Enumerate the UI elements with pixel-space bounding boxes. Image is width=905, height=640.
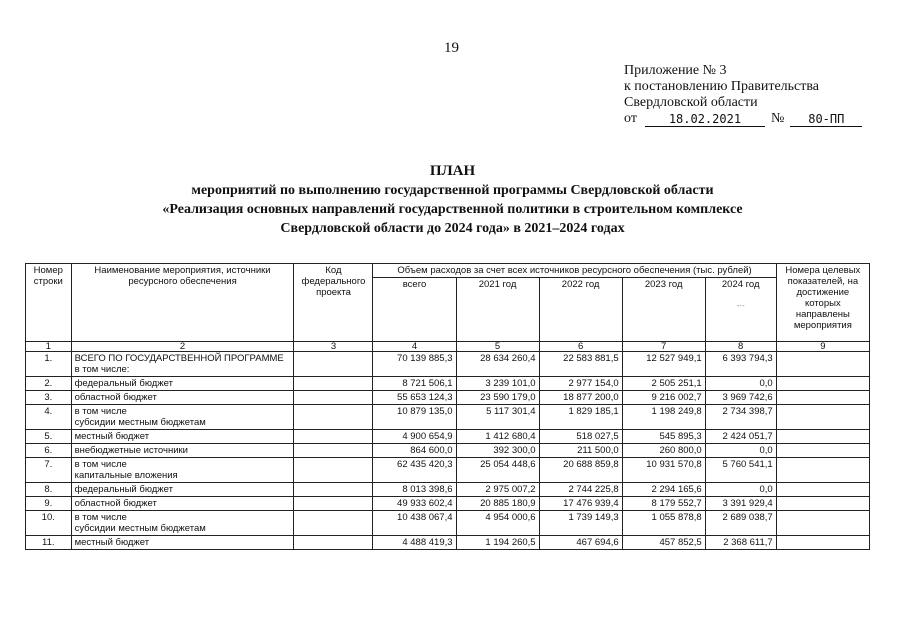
plan-table — [25, 263, 870, 550]
y2022-cell: 518 027,5 — [539, 430, 622, 444]
y2022-cell: 18 877 200,0 — [539, 391, 622, 405]
name-cell — [71, 458, 294, 483]
y2023-cell: 1 055 878,8 — [622, 511, 705, 536]
table-row — [26, 377, 870, 391]
code-cell — [294, 444, 373, 458]
column-number: 5 — [456, 342, 539, 352]
total-cell: 62 435 420,3 — [373, 458, 456, 483]
y2021-cell: 392 300,0 — [456, 444, 539, 458]
y2021-cell: 23 590 179,0 — [456, 391, 539, 405]
activity-name: в том числе — [74, 459, 127, 470]
y2021-cell: 5 117 301,4 — [456, 405, 539, 430]
header-2022: 2022 год — [539, 278, 622, 342]
y2022-cell: 211 500,0 — [539, 444, 622, 458]
total-cell: 55 653 124,3 — [373, 391, 456, 405]
table-row — [26, 536, 870, 550]
row-number-cell: 9. — [26, 497, 72, 511]
y2024-cell: 2 424 051,7 — [705, 430, 776, 444]
name-cell — [71, 391, 294, 405]
y2021-cell: 28 634 260,4 — [456, 352, 539, 377]
header-code: Код федерального проекта — [294, 264, 373, 342]
title-line-2: мероприятий по выполнению государственной программы Свердловской области — [191, 183, 714, 198]
appendix-line-1: Приложение № 3 — [624, 63, 727, 78]
appendix-date-line — [624, 111, 894, 127]
activity-name: внебюджетные источники — [74, 445, 188, 456]
targets-cell — [776, 430, 869, 444]
name-cell — [71, 511, 294, 536]
row-number-cell: 2. — [26, 377, 72, 391]
column-number: 2 — [71, 342, 294, 352]
header-2023: 2023 год — [622, 278, 705, 342]
y2023-cell: 545 895,3 — [622, 430, 705, 444]
column-number: 9 — [776, 342, 869, 352]
activity-name: областной бюджет — [74, 392, 157, 403]
table-row — [26, 391, 870, 405]
activity-subtext: субсидии местным бюджетам — [74, 417, 206, 428]
header-volume: Объем расходов за счет всех источников ресурсного обеспечения (тыс. рублей) — [373, 264, 776, 278]
appendix-block — [624, 63, 894, 127]
total-cell: 4 900 654,9 — [373, 430, 456, 444]
y2021-cell: 3 239 101,0 — [456, 377, 539, 391]
y2022-cell: 22 583 881,5 — [539, 352, 622, 377]
row-number-cell: 8. — [26, 483, 72, 497]
total-cell: 864 600,0 — [373, 444, 456, 458]
y2023-cell: 9 216 002,7 — [622, 391, 705, 405]
y2023-cell: 260 800,0 — [622, 444, 705, 458]
code-cell — [294, 391, 373, 405]
activity-subtext: субсидии местным бюджетам — [74, 523, 206, 534]
column-number: 3 — [294, 342, 373, 352]
y2022-cell: 467 694,6 — [539, 536, 622, 550]
table-row — [26, 405, 870, 430]
total-cell: 8 013 398,6 — [373, 483, 456, 497]
name-cell — [71, 405, 294, 430]
column-number: 6 — [539, 342, 622, 352]
y2022-cell: 1 829 185,1 — [539, 405, 622, 430]
y2022-cell: 17 476 939,4 — [539, 497, 622, 511]
y2024-cell: 0,0 — [705, 483, 776, 497]
row-number-cell: 5. — [26, 430, 72, 444]
y2024-cell: 0,0 — [705, 444, 776, 458]
targets-cell — [776, 483, 869, 497]
header-row-1 — [26, 264, 870, 278]
activity-name: областной бюджет — [74, 498, 157, 509]
code-cell — [294, 497, 373, 511]
table-row — [26, 430, 870, 444]
table-header — [26, 264, 870, 352]
activity-name: местный бюджет — [74, 537, 150, 548]
y2023-cell: 2 294 165,6 — [622, 483, 705, 497]
total-cell: 49 933 602,4 — [373, 497, 456, 511]
y2021-cell: 25 054 448,6 — [456, 458, 539, 483]
row-number-cell: 7. — [26, 458, 72, 483]
total-cell: 70 139 885,3 — [373, 352, 456, 377]
header-row-number: Номер строки — [26, 264, 72, 342]
code-cell — [294, 377, 373, 391]
page-number: 19 — [444, 40, 459, 56]
name-cell — [71, 497, 294, 511]
y2023-cell: 2 505 251,1 — [622, 377, 705, 391]
y2023-cell: 457 852,5 — [622, 536, 705, 550]
row-number-cell: 11. — [26, 536, 72, 550]
table-row — [26, 497, 870, 511]
activity-name: местный бюджет — [74, 431, 150, 442]
y2023-cell: 12 527 949,1 — [622, 352, 705, 377]
table-row — [26, 352, 870, 377]
title-line-1: ПЛАН — [429, 163, 476, 179]
table-row — [26, 511, 870, 536]
total-cell: 4 488 419,3 — [373, 536, 456, 550]
code-cell — [294, 511, 373, 536]
decree-number: 80-ПП — [790, 112, 862, 127]
code-cell — [294, 483, 373, 497]
y2021-cell: 2 975 007,2 — [456, 483, 539, 497]
y2023-cell: 8 179 552,7 — [622, 497, 705, 511]
targets-cell — [776, 497, 869, 511]
code-cell — [294, 536, 373, 550]
row-number-cell: 10. — [26, 511, 72, 536]
y2024-cell: 2 734 398,7 — [705, 405, 776, 430]
name-cell — [71, 444, 294, 458]
y2022-cell: 1 739 149,3 — [539, 511, 622, 536]
header-name: Наименование мероприятия, источники ресурсного обеспечения — [71, 264, 294, 342]
name-cell — [71, 377, 294, 391]
targets-cell — [776, 536, 869, 550]
name-cell — [71, 352, 294, 377]
y2022-cell: 20 688 859,8 — [539, 458, 622, 483]
y2024-cell: 2 368 611,7 — [705, 536, 776, 550]
column-numbers-row — [26, 342, 870, 352]
y2024-cell: 0,0 — [705, 377, 776, 391]
targets-cell — [776, 391, 869, 405]
code-cell — [294, 458, 373, 483]
name-cell — [71, 430, 294, 444]
table-body — [26, 352, 870, 550]
column-number: 4 — [373, 342, 456, 352]
code-cell — [294, 430, 373, 444]
row-number-cell: 6. — [26, 444, 72, 458]
y2023-cell: 1 198 249,8 — [622, 405, 705, 430]
date-prefix: от — [624, 111, 637, 126]
targets-cell — [776, 352, 869, 377]
targets-cell — [776, 444, 869, 458]
decree-date: 18.02.2021 — [645, 112, 765, 127]
number-prefix: № — [770, 111, 785, 126]
table-row — [26, 458, 870, 483]
title-line-3: «Реализация основных направлений государственной политики в строительном комплексе — [162, 202, 743, 217]
title-line-4: Свердловской области до 2024 года» в 2021–2024 годах — [280, 221, 625, 236]
name-cell — [71, 536, 294, 550]
column-number: 7 — [622, 342, 705, 352]
targets-cell — [776, 405, 869, 430]
activity-name: в том числе — [74, 406, 127, 417]
y2021-cell: 1 412 680,4 — [456, 430, 539, 444]
appendix-line-2: к постановлению Правительства — [624, 79, 820, 94]
y2024-cell: 6 393 794,3 — [705, 352, 776, 377]
row-number-cell: 3. — [26, 391, 72, 405]
activity-name: федеральный бюджет — [74, 378, 173, 389]
header-2024-label: 2024 год — [721, 279, 760, 290]
y2022-cell: 2 744 225,8 — [539, 483, 622, 497]
y2021-cell: 4 954 000,6 — [456, 511, 539, 536]
y2024-cell: 2 689 038,7 — [705, 511, 776, 536]
total-cell: 10 438 067,4 — [373, 511, 456, 536]
name-cell — [71, 483, 294, 497]
targets-cell — [776, 511, 869, 536]
targets-cell — [776, 377, 869, 391]
y2021-cell: 1 194 260,5 — [456, 536, 539, 550]
appendix-line-3: Свердловской области — [624, 95, 758, 110]
total-cell: 10 879 135,0 — [373, 405, 456, 430]
activity-name: федеральный бюджет — [74, 484, 173, 495]
code-cell — [294, 352, 373, 377]
header-2021: 2021 год — [456, 278, 539, 342]
column-number: 8 — [705, 342, 776, 352]
code-cell — [294, 405, 373, 430]
y2024-cell: 5 760 541,1 — [705, 458, 776, 483]
header-targets: Номера целевых показателей, на достижение которых направлены мероприятия — [776, 264, 869, 342]
activity-subtext: в том числе: — [74, 364, 130, 375]
header-2024 — [705, 278, 776, 342]
row-number-cell: 4. — [26, 405, 72, 430]
row-number-cell: 1. — [26, 352, 72, 377]
table-row — [26, 483, 870, 497]
header-total: всего — [373, 278, 456, 342]
total-cell: 8 721 506,1 — [373, 377, 456, 391]
y2023-cell: 10 931 570,8 — [622, 458, 705, 483]
y2022-cell: 2 977 154,0 — [539, 377, 622, 391]
activity-subtext: капитальные вложения — [74, 470, 178, 481]
activity-name: в том числе — [74, 512, 127, 523]
table-row — [26, 444, 870, 458]
y2021-cell: 20 885 180,9 — [456, 497, 539, 511]
y2024-cell: 3 969 742,6 — [705, 391, 776, 405]
scan-mark: -·- — [736, 301, 745, 310]
column-number: 1 — [26, 342, 72, 352]
activity-name: ВСЕГО ПО ГОСУДАРСТВЕННОЙ ПРОГРАММЕ — [74, 353, 284, 364]
y2024-cell: 3 391 929,4 — [705, 497, 776, 511]
targets-cell — [776, 458, 869, 483]
document-title — [0, 162, 905, 238]
